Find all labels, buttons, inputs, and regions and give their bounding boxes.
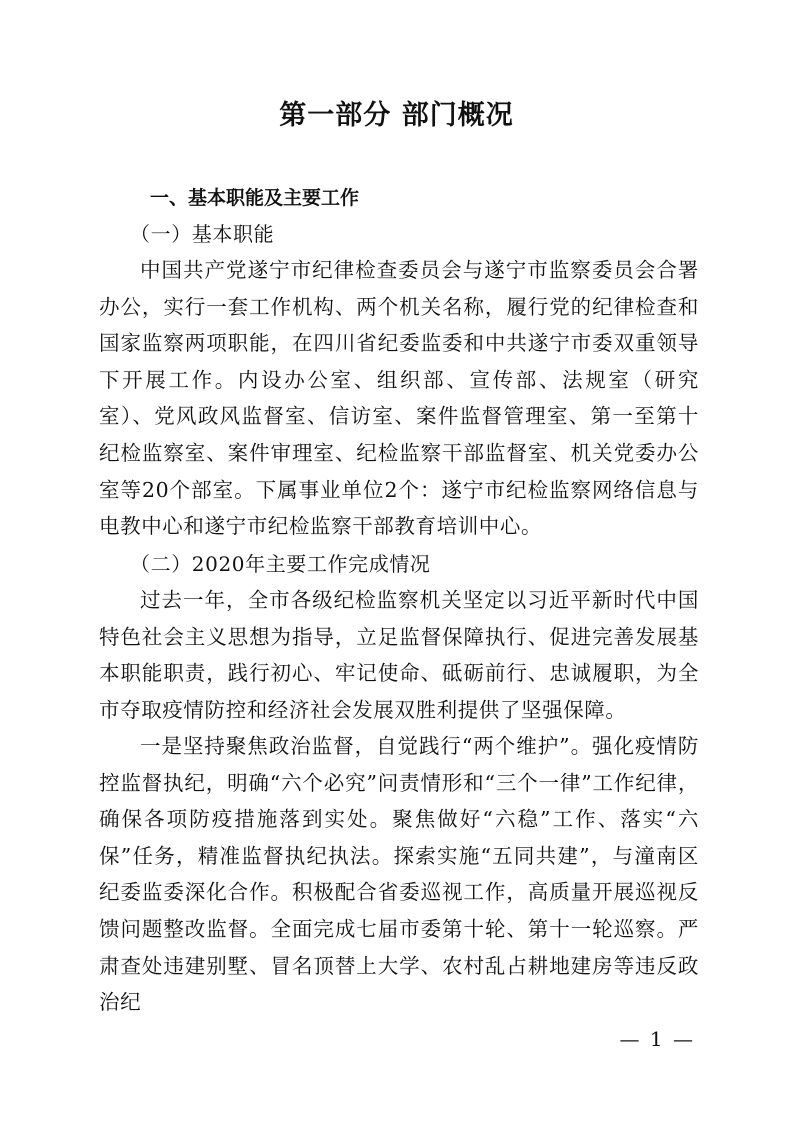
paragraph-overview: 过去一年，全市各级纪检监察机关坚定以习近平新时代中国特色社会主义思想为指导，立足监督保障执行、促进完善发展基本职能职责，践行初心、牢记使命、砥砺前行、忠诚履职，为全市夺取疫情防控和经济社会发展双胜利提供了坚强保障。 — [99, 588, 699, 722]
paragraph-basic-functions: 中国共产党遂宁市纪律检查委员会与遂宁市监察委员会合署办公，实行一套工作机构、两个机关名称，履行党的纪律检查和国家监察两项职能，在四川省纪委监委和中共遂宁市委双重领导下开展工作。内设办公室、组织部、宣传部、法规室（研究室）、党风政风监督室、信访室、案件监督管理室、第一至第十纪检监察室、案件审理室、纪检监察干部监督室、机关党委办公室等20个部室。下属事业单位2个：遂宁市纪检监察网络信息与电教中心和遂宁市纪检监察干部教育培训中心。 — [99, 258, 699, 539]
section-heading: 一、基本职能及主要工作 — [150, 187, 360, 209]
subsection-heading-2020-work: （二）2020年主要工作完成情况 — [130, 552, 431, 576]
paragraph-political-supervision: 一是坚持聚焦政治监督，自觉践行“两个维护”。强化疫情防控监督执纪，明确“六个必究”问责情形和“三个一律”工作纪律，确保各项防疫措施落到实处。聚焦做好“六稳”工作、落实“六保”任务，精准监督执纪执法。探索实施“五同共建”，与潼南区纪委监委深化合作。积极配合省委巡视工作，高质量开展巡视反馈问题整改监督。全面完成七届市委第十轮、第十一轮巡察。严肃查处违建别墅、冒名顶替上大学、农村乱占耕地建房等违反政治纪 — [99, 734, 699, 1015]
page-title: 第一部分 部门概况 — [279, 100, 514, 131]
subsection-heading-basic-functions: （一）基本职能 — [130, 222, 275, 246]
page-number: — 1 — — [619, 1027, 695, 1051]
